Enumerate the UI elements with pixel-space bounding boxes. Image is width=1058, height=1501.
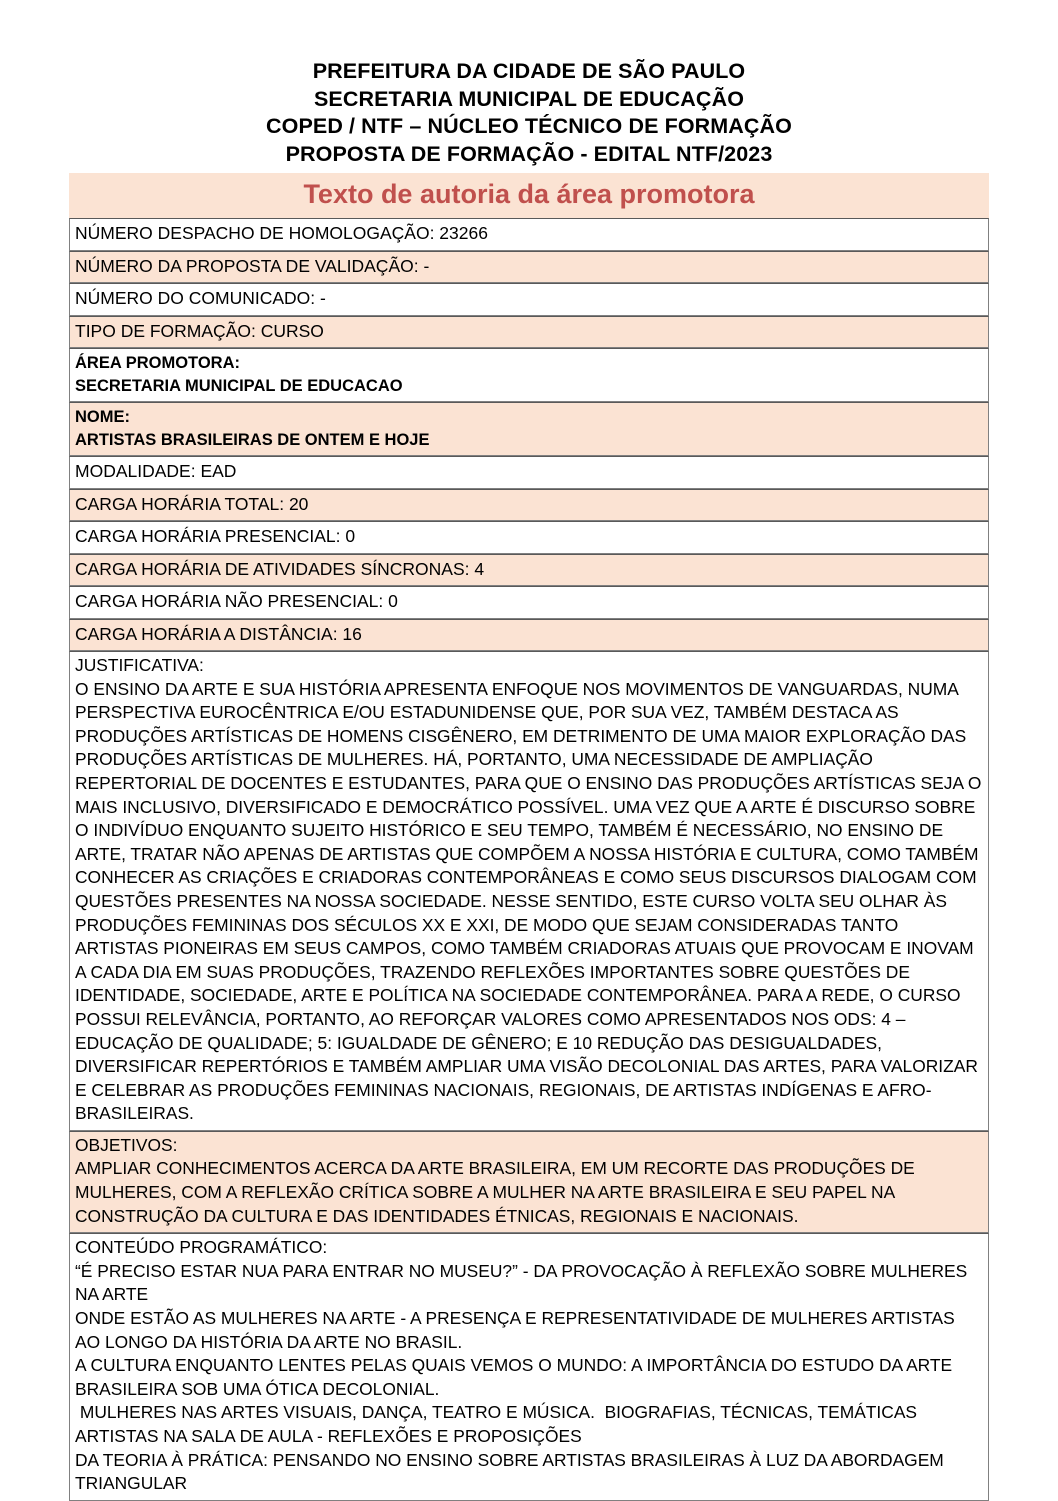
conteudo-item: MULHERES NAS ARTES VISUAIS, DANÇA, TEATRO E MÚSICA. BIOGRAFIAS, TÉCNICAS, TEMÁTICAS xyxy=(75,1402,918,1423)
conteudo-item: “É PRECISO ESTAR NUA PARA ENTRAR NO MUSEU?” - DA PROVOCAÇÃO À REFLEXÃO SOBRE MULHERES NA ARTE xyxy=(75,1260,973,1305)
table-row-objetivos xyxy=(69,1131,989,1233)
cell-justificativa xyxy=(69,651,989,1131)
cell-carga-presencial: CARGA HORÁRIA PRESENCIAL: 0 xyxy=(69,521,989,554)
area-promotora-value: SECRETARIA MUNICIPAL DE EDUCACAO xyxy=(75,376,403,395)
conteudo-item: ARTISTAS NA SALA DE AULA - REFLEXÕES E PROPOSIÇÕES xyxy=(75,1426,582,1446)
conteudo-label: CONTEÚDO PROGRAMÁTICO: xyxy=(75,1237,328,1258)
conteudo-item: ONDE ESTÃO AS MULHERES NA ARTE - A PRESENÇA E REPRESENTATIVIDADE DE MULHERES ARTISTAS AO LONGO DA HISTÓRIA DA ARTE NO BRASIL. xyxy=(75,1308,959,1352)
cell-carga-nao-presencial: CARGA HORÁRIA NÃO PRESENCIAL: 0 xyxy=(69,586,989,619)
cell-modalidade: MODALIDADE: EAD xyxy=(69,456,989,489)
table-row-carga-distancia xyxy=(69,619,989,652)
justificativa-label: JUSTIFICATIVA: xyxy=(75,655,204,675)
table-row-area-promotora xyxy=(69,348,989,402)
table-row-carga-presencial xyxy=(69,521,989,554)
cell-numero-proposta: NÚMERO DA PROPOSTA DE VALIDAÇÃO: - xyxy=(69,251,989,284)
table-row-numero-proposta xyxy=(69,251,989,284)
table-row-justificativa xyxy=(69,651,989,1131)
cell-conteudo-programatico xyxy=(69,1233,989,1501)
header-line-prefeitura: PREFEITURA DA CIDADE DE SÃO PAULO xyxy=(312,59,746,83)
cell-tipo-formacao: TIPO DE FORMAÇÃO: CURSO xyxy=(69,316,989,349)
table-row-numero-comunicado xyxy=(69,283,989,316)
cell-carga-distancia: CARGA HORÁRIA A DISTÂNCIA: 16 xyxy=(69,619,989,652)
table-row-carga-total xyxy=(69,489,989,522)
table-row-conteudo-programatico xyxy=(69,1233,989,1501)
table-row-carga-nao-presencial xyxy=(69,586,989,619)
conteudo-item: A CULTURA ENQUANTO LENTES PELAS QUAIS VEMOS O MUNDO: A IMPORTÂNCIA DO ESTUDO DA ARTE BRASILEIRA SOB UMA ÓTICA DECOLONIAL. xyxy=(75,1355,957,1399)
page-title: Texto de autoria da área promotora xyxy=(303,179,755,209)
proposta-table xyxy=(69,218,989,1501)
table-row-modalidade xyxy=(69,456,989,489)
nome-label: NOME: xyxy=(75,408,130,426)
objetivos-label: OBJETIVOS: xyxy=(75,1134,178,1155)
cell-objetivos xyxy=(69,1131,989,1233)
document-header xyxy=(0,0,1058,168)
cell-area-promotora xyxy=(69,348,989,402)
justificativa-text: O ENSINO DA ARTE E SUA HISTÓRIA APRESENTA ENFOQUE NOS MOVIMENTOS DE VANGUARDAS, NUMA PERSPECTIVA EUROCÊNTRICA E/OU ESTADUNIDENSE QUE, POR SUA VEZ, TAMBÉM DESTACA AS PRODUÇÕES ARTÍSTICAS DE HOMENS CISGÊNERO, EM DETRIMENTO DE UMA MAIOR EXPLORAÇÃO DAS PRODUÇÕES ARTÍSTICAS DE MULHERES. HÁ, PORTANTO, UMA NECESSIDADE DE AMPLIAÇÃO REPERTORIAL DE DOCENTES E ESTUDANTES, PARA QUE O ENSINO DAS PRODUÇÕES ARTÍSTICAS SEJA O MAIS INCLUSIVO, DIVERSIFICADO E DEMOCRÁTICO POSSÍVEL. UMA VEZ QUE A ARTE É DISCURSO SOBRE O INDIVÍDUO ENQUANTO SUJEITO HISTÓRICO E SEU TEMPO, TAMBÉM É NECESSÁRIO, NO ENSINO DE ARTE, TRATAR NÃO APENAS DE ARTISTAS QUE COMPÕEM A NOSSA HISTÓRIA E CULTURA, COMO TAMBÉM CONHECER AS CRIAÇÕES E CRIADORAS CONTEMPORÂNEAS E COMO SEUS DISCURSOS DIALOGAM COM QUESTÕES PRESENTES NA NOSSA SOCIEDADE. NESSE SENTIDO, ESTE CURSO VOLTA SEU OLHAR ÀS PRODUÇÕES FEMININAS DOS SÉCULOS XX E XXI, DE MODO QUE SEJAM CONSIDERADAS TANTO ARTISTAS PIONEIRAS EM SEUS CAMPOS, COMO TAMBÉM CRIADORAS ATUAIS QUE PROVOCAM E INOVAM A CADA DIA EM SUAS PRODUÇÕES, TRAZENDO REFLEXÕES IMPORTANTES SOBRE QUESTÕES DE IDENTIDADE, SOCIEDADE, ARTE E POLÍTICA NA SOCIEDADE CONTEMPORÂNEA. PARA A REDE, O CURSO POSSUI RELEVÂNCIA, PORTANTO, AO REFORÇAR VALORES COMO APRESENTADOS NOS ODS: 4 – EDUCAÇÃO DE QUALIDADE; 5: IGUALDADE DE GÊNERO; E 10 REDUÇÃO DAS DESIGUALDADES, DIVERSIFICAR REPERTÓRIOS E TAMBÉM AMPLIAR UMA VISÃO DECOLONIAL DAS ARTES, PARA VALORIZAR E CELEBRAR AS PRODUÇÕES FEMININAS NACIONAIS, REGIONAIS, DE ARTISTAS INDÍGENAS E AFRO-BRASILEIRAS. xyxy=(75,678,987,1124)
title-banner xyxy=(69,173,989,218)
table-row-carga-sincronas xyxy=(69,554,989,587)
cell-nome xyxy=(69,402,989,456)
table-row-nome xyxy=(69,402,989,456)
header-line-proposta-edital: PROPOSTA DE FORMAÇÃO - EDITAL NTF/2023 xyxy=(285,141,773,166)
header-line-secretaria: SECRETARIA MUNICIPAL DE EDUCAÇÃO xyxy=(313,86,745,111)
objetivos-text: AMPLIAR CONHECIMENTOS ACERCA DA ARTE BRASILEIRA, EM UM RECORTE DAS PRODUÇÕES DE MULHERES, COM A REFLEXÃO CRÍTICA SOBRE A MULHER NA ARTE BRASILEIRA E SEU PAPEL NA CONSTRUÇÃO DA CULTURA E DAS IDENTIDADES ÉTNICAS, REGIONAIS E NACIONAIS. xyxy=(75,1158,920,1226)
conteudo-item: DA TEORIA À PRÁTICA: PENSANDO NO ENSINO SOBRE ARTISTAS BRASILEIRAS À LUZ DA ABORDAGEM TRIANGULAR xyxy=(75,1449,949,1494)
nome-value: ARTISTAS BRASILEIRAS DE ONTEM E HOJE xyxy=(75,430,430,449)
header-line-coped-ntf: COPED / NTF – NÚCLEO TÉCNICO DE FORMAÇÃO xyxy=(266,114,792,138)
cell-numero-comunicado: NÚMERO DO COMUNICADO: - xyxy=(69,283,989,316)
cell-numero-despacho: NÚMERO DESPACHO DE HOMOLOGAÇÃO: 23266 xyxy=(69,218,989,251)
table-row-tipo-formacao xyxy=(69,316,989,349)
cell-carga-sincronas: CARGA HORÁRIA DE ATIVIDADES SÍNCRONAS: 4 xyxy=(69,554,989,587)
area-promotora-label: ÁREA PROMOTORA: xyxy=(75,354,240,372)
cell-carga-total: CARGA HORÁRIA TOTAL: 20 xyxy=(69,489,989,522)
table-row-numero-despacho xyxy=(69,218,989,251)
